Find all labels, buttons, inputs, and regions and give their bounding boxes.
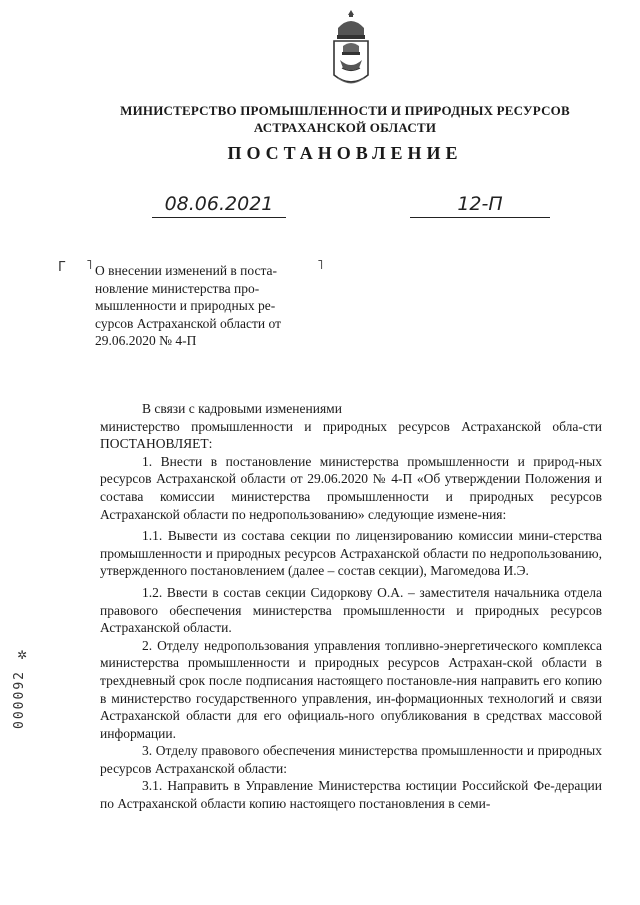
document-body <box>100 400 602 813</box>
subject-line: 29.06.2020 № 4-П <box>95 333 197 348</box>
ministry-name-line1: МИНИСТЕРСТВО ПРОМЫШЛЕННОСТИ И ПРИРОДНЫХ РЕСУРСОВ <box>120 103 570 118</box>
intro-line: В связи с кадровыми изменениями <box>142 401 342 416</box>
item-1-1: 1.1. Вывести из состава секции по лицензированию комиссии мини-стерства промышленности и природных ресурсов Астраханской области по недропользованию, утвержденного постановлением (далее – состав секции), Магомедова И.Э. <box>100 528 602 579</box>
ministry-name-line2: АСТРАХАНСКОЙ ОБЛАСТИ <box>253 120 437 135</box>
subject-line: новление министерства про- <box>95 280 260 296</box>
document-type-title: ПОСТАНОВЛЕНИЕ <box>227 143 463 163</box>
serial-number-stamp: 000092 <box>12 670 27 729</box>
intro-paragraph: министерство промышленности и природных ресурсов Астраханской обла-сти ПОСТАНОВЛЯЕТ: <box>100 418 602 452</box>
subject-line: мышленности и природных ре- <box>95 298 276 313</box>
corner-mark-close: ˥ <box>317 258 324 273</box>
item-3: 3. Отделу правового обеспечения министерства промышленности и природных ресурсов Астраханской области: <box>100 743 602 776</box>
side-star-mark: ✲ <box>17 648 28 662</box>
subject-line: О внесении изменений в поста- <box>95 263 278 278</box>
item-2: 2. Отделу недропользования управления топливно-энергетического комплекса министерства промышленности и природных ресурсов Астрахан-ской области в трехдневный срок после подписания настоящего постановле-ния направить его копию в министерство государственного управления, ин-формационных технологий и связи Астраханской области для его официаль-ного опубликования в средствах массовой информации. <box>100 637 602 741</box>
item-1-2: 1.2. Ввести в состав секции Сидоркову О.А. – заместителя начальника отдела правового обеспечения министерства промышленности и природных ресурсов Астраханской области. <box>100 584 602 636</box>
item-1: 1. Внести в постановление министерства промышленности и природ-ных ресурсов Астраханской области от 29.06.2020 № 4-П «Об утверждении Положения и состава комиссии министерства промышленности и природных ресурсов Астраханской области по недропользованию» следующие измене-ния: <box>100 453 602 522</box>
document-number: 12-П <box>410 193 550 218</box>
corner-mark-left: Γ <box>58 260 66 275</box>
coat-of-arms-emblem <box>328 8 374 96</box>
subject-line: сурсов Астраханской области от <box>95 315 281 331</box>
subject-block <box>95 262 321 350</box>
corner-mark-open: ˥ <box>86 258 93 273</box>
document-date: 08.06.2021 <box>152 193 286 218</box>
item-3-1: 3.1. Направить в Управление Министерства юстиции Российской Фе-дерации по Астраханской области копию настоящего постановления в семи- <box>100 778 602 812</box>
